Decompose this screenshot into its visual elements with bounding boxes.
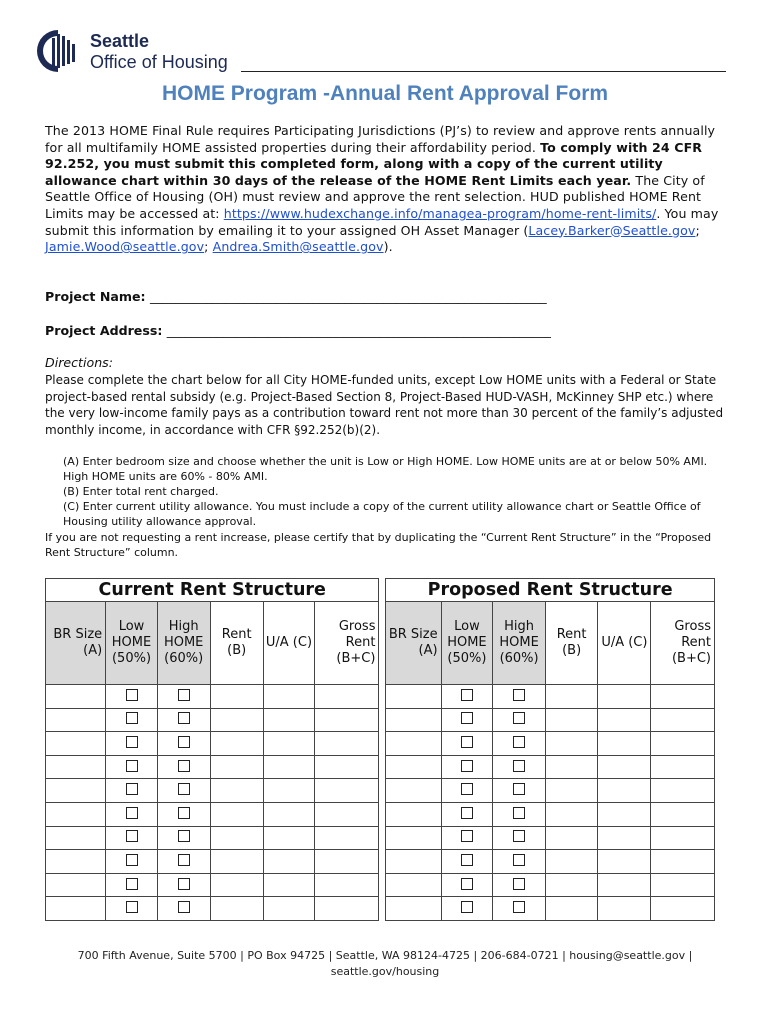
- high-home-checkbox[interactable]: [178, 830, 190, 842]
- high-home-cell: [493, 755, 546, 779]
- org-department: Office of Housing: [90, 52, 228, 72]
- intro-text-3: . You may submit this information by emailing it to your assigned OH Asset Manager (: [45, 205, 719, 238]
- project-name-line[interactable]: _______________________________________________________________: [149, 289, 547, 304]
- col-br-size: BR Size (A): [386, 602, 441, 685]
- high-home-cell: [157, 826, 210, 850]
- high-home-checkbox[interactable]: [513, 878, 525, 890]
- br-size-cell[interactable]: [46, 802, 106, 826]
- high-home-cell: [493, 850, 546, 874]
- br-size-cell[interactable]: [46, 685, 106, 709]
- low-home-checkbox[interactable]: [461, 712, 473, 724]
- low-home-checkbox[interactable]: [126, 712, 138, 724]
- low-home-cell: [441, 826, 493, 850]
- letterhead: [36, 28, 726, 76]
- high-home-checkbox[interactable]: [178, 689, 190, 701]
- br-size-cell[interactable]: [386, 708, 441, 732]
- table-row: [46, 708, 715, 732]
- high-home-cell: [157, 708, 210, 732]
- gross-rent-cell[interactable]: [315, 779, 379, 803]
- ua-cell[interactable]: [598, 708, 651, 732]
- intro-text-4: ).: [383, 239, 393, 255]
- gross-rent-cell[interactable]: [315, 708, 379, 732]
- column-gap: [379, 897, 386, 921]
- directions-heading: Directions:: [45, 355, 113, 370]
- high-home-cell: [493, 732, 546, 756]
- low-home-cell: [441, 708, 493, 732]
- rent-cell[interactable]: [210, 732, 263, 756]
- col-high-home: High HOME (60%): [157, 602, 210, 685]
- high-home-checkbox[interactable]: [178, 854, 190, 866]
- rent-cell[interactable]: [545, 708, 597, 732]
- high-home-checkbox[interactable]: [178, 783, 190, 795]
- low-home-checkbox[interactable]: [126, 830, 138, 842]
- high-home-cell: [157, 755, 210, 779]
- low-home-cell: [441, 685, 493, 709]
- high-home-checkbox[interactable]: [178, 807, 190, 819]
- ua-cell[interactable]: [598, 826, 651, 850]
- rent-cell[interactable]: [210, 708, 263, 732]
- high-home-cell: [157, 873, 210, 897]
- rent-cell[interactable]: [545, 826, 597, 850]
- low-home-checkbox[interactable]: [461, 878, 473, 890]
- low-home-cell: [106, 873, 158, 897]
- low-home-checkbox[interactable]: [461, 689, 473, 701]
- high-home-cell: [493, 779, 546, 803]
- high-home-cell: [157, 850, 210, 874]
- br-size-cell[interactable]: [386, 850, 441, 874]
- separator: ;: [695, 222, 700, 238]
- low-home-cell: [441, 873, 493, 897]
- ua-cell[interactable]: [598, 755, 651, 779]
- directions-steps: [63, 454, 723, 529]
- high-home-checkbox[interactable]: [513, 760, 525, 772]
- low-home-checkbox[interactable]: [461, 854, 473, 866]
- low-home-cell: [106, 826, 158, 850]
- gross-rent-cell[interactable]: [315, 897, 379, 921]
- rent-cell[interactable]: [210, 802, 263, 826]
- low-home-checkbox[interactable]: [461, 901, 473, 913]
- rent-cell[interactable]: [210, 897, 263, 921]
- low-home-checkbox[interactable]: [461, 830, 473, 842]
- low-home-cell: [106, 897, 158, 921]
- email-link-andrea[interactable]: Andrea.Smith@seattle.gov: [212, 239, 384, 255]
- low-home-cell: [441, 897, 493, 921]
- gross-rent-cell[interactable]: [651, 850, 715, 874]
- br-size-cell[interactable]: [46, 873, 106, 897]
- column-gap: [379, 850, 386, 874]
- col-br-size: BR Size (A): [46, 602, 106, 685]
- seattle-logo-icon: [36, 28, 80, 74]
- ua-cell[interactable]: [598, 685, 651, 709]
- table-row: [46, 873, 715, 897]
- rent-cell[interactable]: [210, 685, 263, 709]
- br-size-cell[interactable]: [386, 826, 441, 850]
- high-home-checkbox[interactable]: [513, 783, 525, 795]
- rent-cell[interactable]: [545, 873, 597, 897]
- column-gap: [379, 873, 386, 897]
- rent-cell[interactable]: [210, 826, 263, 850]
- column-gap: [379, 732, 386, 756]
- project-address-line[interactable]: _____________________________________________________________: [166, 323, 551, 338]
- low-home-checkbox[interactable]: [461, 760, 473, 772]
- col-high-home: High HOME (60%): [493, 602, 546, 685]
- high-home-cell: [493, 897, 546, 921]
- high-home-checkbox[interactable]: [513, 854, 525, 866]
- ua-cell[interactable]: [263, 755, 314, 779]
- footer: [40, 948, 730, 979]
- gross-rent-cell[interactable]: [651, 873, 715, 897]
- gross-rent-cell[interactable]: [651, 708, 715, 732]
- high-home-cell: [157, 732, 210, 756]
- rent-cell[interactable]: [210, 779, 263, 803]
- high-home-checkbox[interactable]: [178, 901, 190, 913]
- project-address-label: Project Address:: [45, 323, 163, 338]
- column-gap: [379, 708, 386, 732]
- high-home-cell: [493, 826, 546, 850]
- ua-cell[interactable]: [263, 850, 314, 874]
- high-home-checkbox[interactable]: [513, 712, 525, 724]
- low-home-checkbox[interactable]: [126, 760, 138, 772]
- col-gross-rent: Gross Rent (B+C): [315, 602, 379, 685]
- high-home-cell: [157, 897, 210, 921]
- table-row: [46, 826, 715, 850]
- high-home-cell: [493, 685, 546, 709]
- br-size-cell[interactable]: [46, 897, 106, 921]
- high-home-cell: [493, 802, 546, 826]
- proposed-structure-header: Proposed Rent Structure: [386, 579, 715, 602]
- br-size-cell[interactable]: [386, 755, 441, 779]
- high-home-cell: [157, 779, 210, 803]
- low-home-checkbox[interactable]: [126, 854, 138, 866]
- low-home-cell: [106, 755, 158, 779]
- rent-cell[interactable]: [545, 755, 597, 779]
- ua-cell[interactable]: [263, 708, 314, 732]
- page-title: HOME Program -Annual Rent Approval Form: [161, 82, 609, 105]
- rent-cell[interactable]: [545, 732, 597, 756]
- br-size-cell[interactable]: [386, 732, 441, 756]
- column-gap: [379, 579, 386, 602]
- ua-cell[interactable]: [598, 779, 651, 803]
- br-size-cell[interactable]: [386, 685, 441, 709]
- gross-rent-cell[interactable]: [651, 897, 715, 921]
- low-home-checkbox[interactable]: [461, 783, 473, 795]
- ua-cell[interactable]: [263, 779, 314, 803]
- br-size-cell[interactable]: [46, 826, 106, 850]
- hud-rent-limits-link[interactable]: https://www.hudexchange.info/managea-program/home-rent-limits/: [223, 205, 657, 221]
- low-home-cell: [441, 732, 493, 756]
- low-home-checkbox[interactable]: [126, 901, 138, 913]
- table-row: [46, 732, 715, 756]
- table-row: [46, 897, 715, 921]
- high-home-checkbox[interactable]: [513, 901, 525, 913]
- ua-cell[interactable]: [263, 897, 314, 921]
- ua-cell[interactable]: [263, 826, 314, 850]
- ua-cell[interactable]: [263, 802, 314, 826]
- separator: ;: [204, 239, 213, 255]
- col-ua: U/A (C): [598, 602, 651, 685]
- high-home-checkbox[interactable]: [178, 760, 190, 772]
- low-home-cell: [441, 802, 493, 826]
- directions-body: Please complete the chart below for all City HOME-funded units, except Low HOME units with a Federal or State project-based rental subsidy (e.g. Project-Based Section 8, Project-Based HUD-VASH, McKinney SHP etc.) where the very low-income family pays as a contribution toward rent not more than 30 percent of the family’s adjusted monthly income, in accordance with CFR §92.252(b)(2).: [45, 373, 724, 437]
- footer-website: seattle.gov/housing: [330, 964, 440, 978]
- rent-cell[interactable]: [545, 802, 597, 826]
- low-home-cell: [106, 779, 158, 803]
- br-size-cell[interactable]: [386, 873, 441, 897]
- table-row: [46, 850, 715, 874]
- gross-rent-cell[interactable]: [651, 802, 715, 826]
- step-c: (C) Enter current utility allowance. You must include a copy of the current utility allowance chart or Seattle Office of Housing utility allowance approval.: [63, 500, 701, 528]
- br-size-cell[interactable]: [386, 802, 441, 826]
- col-rent: Rent (B): [545, 602, 597, 685]
- high-home-checkbox[interactable]: [178, 712, 190, 724]
- gross-rent-cell[interactable]: [651, 732, 715, 756]
- br-size-cell[interactable]: [46, 779, 106, 803]
- low-home-cell: [441, 755, 493, 779]
- gross-rent-cell[interactable]: [315, 873, 379, 897]
- low-home-cell: [106, 850, 158, 874]
- project-name-field[interactable]: [45, 289, 547, 304]
- br-size-cell[interactable]: [386, 897, 441, 921]
- high-home-cell: [493, 873, 546, 897]
- low-home-checkbox[interactable]: [461, 736, 473, 748]
- br-size-cell[interactable]: [46, 755, 106, 779]
- br-size-cell[interactable]: [46, 850, 106, 874]
- low-home-checkbox[interactable]: [126, 878, 138, 890]
- ua-cell[interactable]: [263, 873, 314, 897]
- footer-address: 700 Fifth Avenue, Suite 5700 | PO Box 94725 | Seattle, WA 98124-4725 | 206-684-0721 | housing@seattle.gov |: [77, 949, 693, 962]
- low-home-checkbox[interactable]: [126, 807, 138, 819]
- high-home-checkbox[interactable]: [178, 878, 190, 890]
- col-low-home: Low HOME (50%): [441, 602, 493, 685]
- certify-note: If you are not requesting a rent increase, please certify that by duplicating the “Current Rent Structure” in the “Proposed Rent Structure” column.: [45, 531, 712, 559]
- ua-cell[interactable]: [263, 685, 314, 709]
- org-name: Seattle: [90, 31, 150, 51]
- ua-cell[interactable]: [598, 802, 651, 826]
- gross-rent-cell[interactable]: [315, 802, 379, 826]
- high-home-cell: [493, 708, 546, 732]
- high-home-checkbox[interactable]: [178, 736, 190, 748]
- ua-cell[interactable]: [598, 732, 651, 756]
- header-rule: [241, 71, 726, 72]
- rent-cell[interactable]: [210, 755, 263, 779]
- low-home-cell: [441, 850, 493, 874]
- column-gap: [379, 685, 386, 709]
- gross-rent-cell[interactable]: [315, 826, 379, 850]
- rent-structure-table: [45, 578, 715, 921]
- low-home-cell: [106, 802, 158, 826]
- low-home-checkbox[interactable]: [126, 783, 138, 795]
- gross-rent-cell[interactable]: [651, 826, 715, 850]
- column-gap: [379, 602, 386, 685]
- low-home-cell: [106, 685, 158, 709]
- column-gap: [379, 755, 386, 779]
- gross-rent-cell[interactable]: [651, 685, 715, 709]
- ua-cell[interactable]: [598, 897, 651, 921]
- low-home-cell: [441, 779, 493, 803]
- email-link-jamie[interactable]: Jamie.Wood@seattle.gov: [45, 239, 205, 255]
- rent-cell[interactable]: [545, 897, 597, 921]
- table-row: [46, 755, 715, 779]
- br-size-cell[interactable]: [46, 708, 106, 732]
- col-ua: U/A (C): [263, 602, 314, 685]
- br-size-cell[interactable]: [46, 732, 106, 756]
- col-rent: Rent (B): [210, 602, 263, 685]
- low-home-checkbox[interactable]: [126, 689, 138, 701]
- column-gap: [379, 802, 386, 826]
- high-home-cell: [157, 802, 210, 826]
- step-a: (A) Enter bedroom size and choose whether the unit is Low or High HOME. Low HOME units are at or below 50% AMI. High HOME units are 60% - 80% AMI.: [63, 455, 708, 483]
- high-home-checkbox[interactable]: [513, 807, 525, 819]
- high-home-checkbox[interactable]: [513, 689, 525, 701]
- gross-rent-cell[interactable]: [315, 850, 379, 874]
- step-b: (B) Enter total rent charged.: [63, 485, 219, 498]
- gross-rent-cell[interactable]: [315, 755, 379, 779]
- email-link-lacey[interactable]: Lacey.Barker@Seattle.gov: [528, 222, 696, 238]
- col-low-home: Low HOME (50%): [106, 602, 158, 685]
- current-structure-header: Current Rent Structure: [46, 579, 379, 602]
- ua-cell[interactable]: [598, 873, 651, 897]
- rent-cell[interactable]: [210, 873, 263, 897]
- low-home-checkbox[interactable]: [126, 736, 138, 748]
- table-row: [46, 779, 715, 803]
- rent-cell[interactable]: [545, 850, 597, 874]
- rent-cell[interactable]: [210, 850, 263, 874]
- ua-cell[interactable]: [598, 850, 651, 874]
- ua-cell[interactable]: [263, 732, 314, 756]
- low-home-cell: [106, 708, 158, 732]
- rent-rows: [46, 685, 715, 921]
- intro-requirement: To comply with 24 CFR 92.252, you must submit this completed form, along with a copy of the current utility allowance chart within 30 days of the release of the HOME Rent Limits each year.: [45, 139, 703, 188]
- intro-text-2: The City of Seattle Office of Housing (OH) must review and approve the rent selection. HUD published HOME Rent Limits may be accessed at:: [45, 172, 705, 221]
- high-home-checkbox[interactable]: [513, 830, 525, 842]
- intro-paragraph: [45, 123, 735, 256]
- gross-rent-cell[interactable]: [315, 685, 379, 709]
- column-gap: [379, 779, 386, 803]
- gross-rent-cell[interactable]: [651, 755, 715, 779]
- gross-rent-cell[interactable]: [651, 779, 715, 803]
- br-size-cell[interactable]: [386, 779, 441, 803]
- rent-cell[interactable]: [545, 685, 597, 709]
- column-gap: [379, 826, 386, 850]
- col-gross-rent: Gross Rent (B+C): [651, 602, 715, 685]
- gross-rent-cell[interactable]: [315, 732, 379, 756]
- low-home-cell: [106, 732, 158, 756]
- rent-cell[interactable]: [545, 779, 597, 803]
- intro-text-1: The 2013 HOME Final Rule requires Participating Jurisdictions (PJ’s) to review and approve rents annually for all multifamily HOME assisted properties during their affordability period.: [45, 123, 716, 155]
- high-home-cell: [157, 685, 210, 709]
- project-address-field[interactable]: [45, 323, 551, 338]
- table-row: [46, 802, 715, 826]
- table-row: [46, 685, 715, 709]
- high-home-checkbox[interactable]: [513, 736, 525, 748]
- project-name-label: Project Name:: [45, 289, 146, 304]
- low-home-checkbox[interactable]: [461, 807, 473, 819]
